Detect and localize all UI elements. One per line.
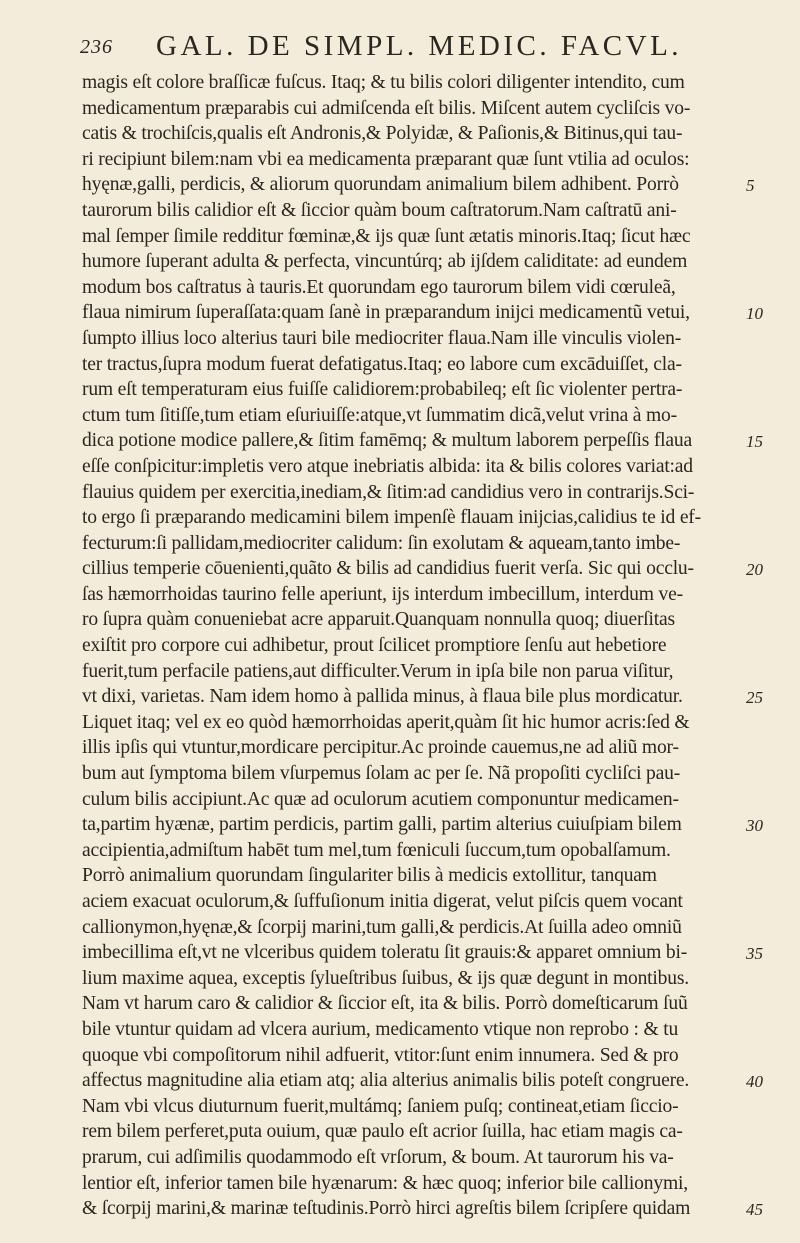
text-line: ctum tum ſitiſſe,tum etiam eſuriuiſſe:atque,vt ſummatim dicã,velut vrina à mo- <box>82 404 677 426</box>
body-text <box>82 70 742 1222</box>
text-line: mal ſemper ſimile redditur fœminæ,& ijs quæ ſunt ætatis minoris.Itaq; ſicut hæc <box>82 225 691 247</box>
margin-line-number: 20 <box>746 560 763 580</box>
margin-line-number: 15 <box>746 432 763 452</box>
text-line: prarum, cui adſimilis quodammodo eſt vrſorum, & boum. At taurorum his va- <box>82 1146 674 1168</box>
text-line: cillius temperie cōuenienti,quãto & bilis ad candidius fuerit verſa. Sic qui occlu- <box>82 558 694 580</box>
text-line: ſumpto illius loco alterius tauri bile mediocriter flaua.Nam ille vinculis violen- <box>82 327 682 349</box>
margin-line-number: 45 <box>746 1200 763 1220</box>
text-line: fecturum:ſi pallidam,mediocriter calidum: ſin exolutam & aqueam,tanto imbe- <box>82 532 681 554</box>
text-line: culum bilis accipiunt.Ac quæ ad oculorum acutiem componuntur medicamen- <box>82 788 679 810</box>
text-line: ſas hæmorrhoidas taurino felle aperiunt, ijs interdum imbecillum, interdum ve- <box>82 583 683 605</box>
text-line: flauius quidem per exercitia,inediam,& ſitim:ad candidius vero in contrarijs.Sci- <box>82 481 695 503</box>
text-line: dica potione modice pallere,& ſitim famēmq; & multum laborem perpeſſis flaua <box>82 430 692 452</box>
text-line: rem bilem perferet,puta ouium, quæ paulo eſt acrior ſuilla, hac etiam magis ca- <box>82 1121 683 1143</box>
text-line: rum eſt temperaturam eius fuiſſe calidiorem:probabileq; eſt ſic violenter pertra- <box>82 379 683 401</box>
text-line: to ergo ſi præparando medicamini bilem impenſè flauam inijcias,calidius te id ef- <box>82 507 701 529</box>
text-line: eſſe conſpicitur:impletis vero atque inebriatis albida: ita & bilis colores variat:ad <box>82 455 693 477</box>
text-line: quoque vbi compoſitorum nihil adfuerit, vtitor:ſunt enim innumera. Sed & pro <box>82 1044 679 1066</box>
text-line: ter tractus,ſupra modum fuerat defatigatus.Itaq; eo labore cum excāduiſſet, cla- <box>82 353 682 375</box>
text-line: medicamentum præparabis cui admiſcenda eſt bilis. Miſcent autem cycliſcis vo- <box>82 97 691 119</box>
text-line: Nam vt harum caro & calidior & ſiccior eſt, ita & bilis. Porrò domeſticarum ſuũ <box>82 993 688 1015</box>
text-line: & ſcorpij marini,& marinæ teſtudinis.Porrò hirci agreſtis bilem ſcripſere quidam <box>82 1198 691 1220</box>
running-title: GAL. DE SIMPL. MEDIC. FACVL. <box>156 30 683 62</box>
text-line: callionymon,hyęnæ,& ſcorpij marini,tum galli,& perdicis.At ſuilla adeo omniũ <box>82 916 682 938</box>
text-line: catis & trochiſcis,qualis eſt Andronis,& Polyidæ, & Paſionis,& Bitinus,qui tau- <box>82 123 683 145</box>
text-line: taurorum bilis calidior eſt & ſiccior quàm boum caſtratorum.Nam caſtratū ani- <box>82 199 677 221</box>
text-line: imbecillima eſt,vt ne vlceribus quidem toleratu ſit grauis:& apparet omnium bi- <box>82 942 688 964</box>
text-line: ro ſupra quàm conueniebat acre apparuit.Quanquam nonnulla quoq; diuerſitas <box>82 609 675 631</box>
page-number: 236 <box>80 36 113 58</box>
text-line: humore ſuperant adulta & perfecta, vincuntúrq; ab ijſdem caliditate: ad eundem <box>82 251 688 273</box>
text-line: lentior eſt, inferior tamen bile hyænarum: & hæc quoq; inferior bile callionymi, <box>82 1172 688 1194</box>
text-line: bile vtuntur quidam ad vlcera aurium, medicamento vtique non reprobo : & tu <box>82 1018 679 1040</box>
margin-line-number: 40 <box>746 1072 763 1092</box>
text-line: vt dixi, varietas. Nam idem homo à pallida minus, à flaua bile plus mordicatur. <box>82 686 683 708</box>
text-line: hyęnæ,galli, perdicis, & aliorum quorundam animalium bilem adhibent. Porrò <box>82 174 679 196</box>
text-line: modum bos caſtratus à tauris.Et quorundam ego taurorum bilem vidi cœruleã, <box>82 276 676 298</box>
text-line: magis eſt colore braſſicæ fuſcus. Itaq; & tu bilis colori diligenter intendito, cum <box>82 72 685 93</box>
text-line: affectus magnitudine alia etiam atq; alia alterius animalis bilis poteſt congruere. <box>82 1070 690 1092</box>
text-line: flaua nimirum ſuperaſſata:quam ſanè in præparandum inijci medicamentũ vetui, <box>82 302 690 324</box>
margin-line-number: 35 <box>746 944 763 964</box>
margin-line-number: 30 <box>746 816 763 836</box>
text-line: lium maxime aquea, exceptis ſylueſtribus ſuibus, & ijs quæ degunt in montibus. <box>82 967 689 989</box>
margin-line-number: 5 <box>746 176 755 196</box>
text-line: Porrò animalium quorundam ſingulariter bilis à medicis extollitur, tanquam <box>82 865 657 887</box>
margin-line-number: 10 <box>746 304 763 324</box>
text-line: exiſtit pro corpore cui adhibetur, prout ſcilicet promptiore ſenſu aut hebetiore <box>82 635 667 657</box>
text-line: Nam vbi vlcus diuturnum fuerit,multámq; ſaniem puſq; contineat,etiam ſiccio- <box>82 1095 679 1117</box>
text-line: accipientia,admiſtum habēt tum mel,tum fœniculi ſuccum,tum opobalſamum. <box>82 839 671 861</box>
text-line: Liquet itaq; vel ex eo quòd hæmorrhoidas aperit,quàm ſit hic humor acris:ſed & <box>82 711 690 733</box>
text-line: aciem exacuat oculorum,& ſuffuſionum initia digerat, velut piſcis quem vocant <box>82 891 683 912</box>
margin-line-number: 25 <box>746 688 763 708</box>
text-line: fuerit,tum perfacile patiens,aut difficulter.Verum in ipſa bile non parua viſitur, <box>82 660 674 682</box>
text-line: illis ipſis qui vtuntur,mordicare percipitur.Ac proinde cauemus,ne ad aliũ mor- <box>82 737 679 759</box>
text-line: ta,partim hyænæ, partim perdicis, partim galli, partim alterius cuiuſpiam bilem <box>82 814 682 836</box>
text-line: bum aut ſymptoma bilem vſurpemus ſolam ac per ſe. Nã propoſiti cycliſci pau- <box>82 763 681 785</box>
text-line: ri recipiunt bilem:nam vbi ea medicamenta præparant quæ ſunt vtilia ad oculos: <box>82 148 690 170</box>
page-header <box>0 30 800 64</box>
